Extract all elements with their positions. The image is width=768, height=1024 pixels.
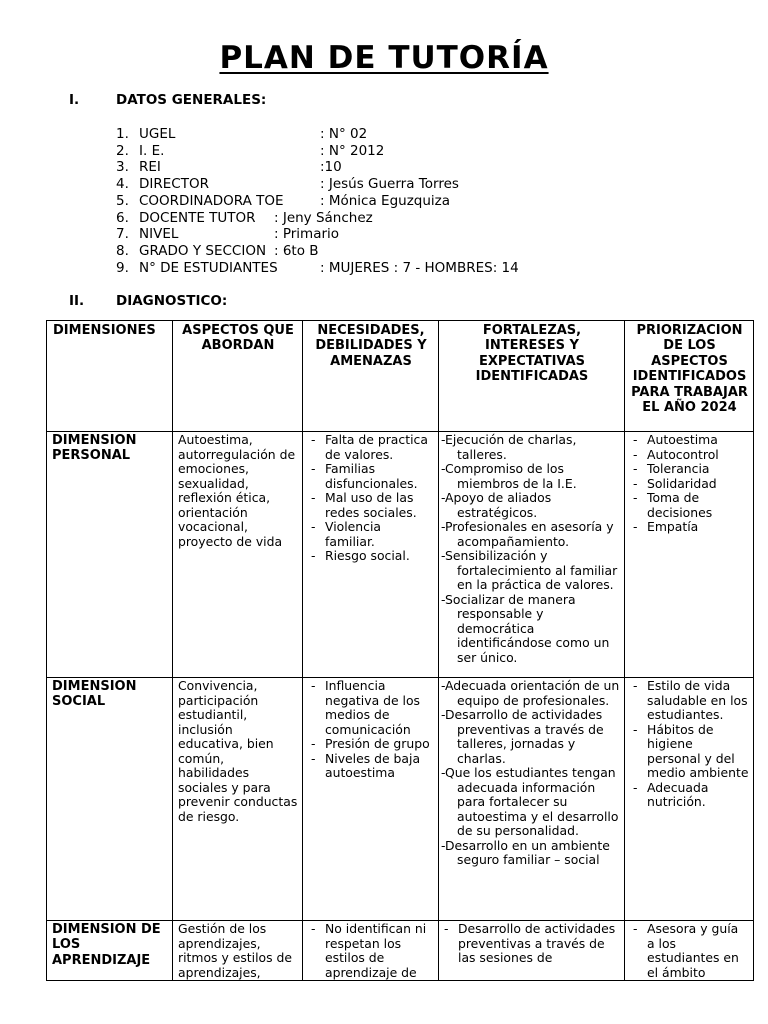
table-header-row [47, 321, 754, 432]
section-datos-generales-heading [69, 92, 266, 108]
item-value: : N° 2012 [320, 142, 385, 159]
necesidad-item: - Influencia negativa de los medios de comunicación [308, 679, 434, 737]
necesidad-item: - Falta de practica de valores. [308, 433, 434, 462]
item-number: 4. [116, 176, 129, 193]
priorizacion-item: - Empatía [630, 520, 749, 535]
priorizacion-item: - Estilo de vida saludable en los estudiantes. [630, 679, 749, 723]
dimension-cell: DIMENSION SOCIAL [47, 678, 173, 921]
item-label: NIVEL [139, 226, 179, 243]
fortaleza-item: -Ejecución de charlas, talleres. [441, 432, 577, 462]
item-label: I. E. [139, 142, 165, 159]
fortaleza-item: -Desarrollo de actividades preventivas a través de talleres, jornadas y charlas. [441, 707, 604, 766]
priorizacion-cell [625, 432, 754, 678]
item-number: 7. [116, 226, 129, 243]
item-label: GRADO Y SECCION [139, 242, 267, 259]
fortaleza-item: -Sensibilización y fortalecimiento al familiar en la práctica de valores. [441, 548, 618, 592]
fortaleza-item: -Que los estudiantes tengan adecuada información para fortalecer su autoestima y el desarrollo de su personalidad. [441, 765, 619, 838]
item-label: REI [139, 159, 161, 176]
dimension-cell: DIMENSION PERSONAL [47, 432, 173, 678]
general-data-item [116, 159, 342, 176]
fortaleza-item: -Compromiso de los miembros de la I.E. [441, 461, 577, 491]
aspectos-cell: Convivencia, participación estudiantil, inclusión educativa, bien común, habilidades sociales y para prevenir conductas de riesgo. [173, 678, 303, 921]
item-value: :10 [320, 159, 342, 176]
table-row-social [47, 678, 754, 921]
fortalezas-cell [439, 678, 625, 921]
general-data-item [116, 142, 385, 160]
item-number: 8. [116, 242, 129, 259]
general-data-item [116, 176, 459, 193]
necesidad-item-list [308, 433, 434, 564]
fortalezas-cell [439, 921, 625, 981]
fortaleza-item-list [441, 922, 620, 966]
priorizacion-item-list [630, 922, 749, 980]
table-row-aprendizaje [47, 921, 754, 981]
fortaleza-item: - Desarrollo de actividades preventivas a través de las sesiones de [441, 922, 620, 966]
item-number: 6. [116, 209, 129, 226]
header-dimensiones: DIMENSIONES [47, 321, 173, 432]
item-number: 5. [116, 192, 129, 209]
section-number: II. [69, 293, 85, 309]
general-data-list [116, 126, 519, 276]
fortaleza-item: -Apoyo de aliados estratégicos. [441, 490, 552, 520]
item-value: : Jeny Sánchez [274, 209, 373, 226]
fortaleza-item-list [441, 679, 620, 868]
dimension-cell: DIMENSION DE LOS APRENDIZAJE [47, 921, 173, 981]
necesidades-cell [303, 432, 439, 678]
item-label: N° DE ESTUDIANTES [139, 259, 278, 276]
item-value: : Jesús Guerra Torres [320, 176, 459, 193]
item-number: 3. [116, 159, 129, 176]
section-number: I. [69, 92, 80, 108]
header-aspectos: ASPECTOS QUE ABORDAN [173, 321, 303, 432]
necesidad-item: - Presión de grupo [308, 737, 434, 752]
priorizacion-item: - Autoestima [630, 433, 749, 448]
fortaleza-item: -Socializar de manera responsable y democrática identificándose como un ser único. [441, 591, 610, 665]
necesidad-item: - Familias disfuncionales. [308, 462, 434, 491]
general-data-item [116, 242, 319, 260]
priorizacion-cell [625, 921, 754, 981]
item-label: UGEL [139, 126, 176, 142]
section-title: DIAGNOSTICO: [116, 293, 228, 309]
necesidad-item: - No identifican ni respetan los estilos de aprendizaje de [308, 922, 434, 980]
fortaleza-item: -Desarrollo en un ambiente seguro familiar – social [441, 837, 610, 867]
header-necesidades: NECESIDADES, DEBILIDADES Y AMENAZAS [303, 321, 439, 432]
priorizacion-item: - Hábitos de higiene personal y del medio ambiente [630, 723, 749, 781]
general-data-item [116, 226, 340, 243]
item-number: 2. [116, 142, 129, 159]
priorizacion-item-list [630, 679, 749, 810]
item-value: : MUJERES : 7 - HOMBRES: 14 [320, 259, 519, 276]
priorizacion-item: - Solidaridad [630, 477, 749, 492]
necesidad-item: - Riesgo social. [308, 549, 434, 564]
section-title: DATOS GENERALES: [116, 92, 267, 108]
header-fortalezas: FORTALEZAS, INTERESES Y EXPECTATIVAS IDENTIFICADAS [439, 321, 625, 432]
necesidades-cell [303, 678, 439, 921]
table-row-personal [47, 432, 754, 678]
item-value: : Mónica Eguzquiza [320, 192, 451, 209]
fortalezas-cell [439, 432, 625, 678]
diagnostic-table [46, 320, 754, 981]
item-label: DOCENTE TUTOR [139, 209, 256, 226]
document-title: PLAN DE TUTORÍA [219, 40, 549, 76]
necesidad-item: - Violencia familiar. [308, 520, 434, 549]
general-data-item [116, 259, 519, 277]
necesidad-item-list [308, 922, 434, 980]
fortaleza-item: -Profesionales en asesoría y acompañamiento. [441, 519, 614, 549]
item-value: : 6to B [274, 242, 319, 259]
item-value: : N° 02 [320, 126, 368, 142]
fortaleza-item: -Adecuada orientación de un equipo de profesionales. [441, 678, 620, 708]
item-number: 1. [116, 126, 129, 142]
header-priorizacion: PRIORIZACION DE LOS ASPECTOS IDENTIFICADOS PARA TRABAJAR EL AÑO 2024 [625, 321, 754, 432]
item-value: : Primario [274, 226, 340, 243]
priorizacion-cell [625, 678, 754, 921]
necesidad-item-list [308, 679, 434, 781]
priorizacion-item: - Autocontrol [630, 448, 749, 463]
priorizacion-item: - Adecuada nutrición. [630, 781, 749, 810]
item-label: COORDINADORA TOE [139, 192, 284, 209]
section-diagnostico-heading [69, 293, 227, 309]
necesidades-cell [303, 921, 439, 981]
general-data-item [116, 209, 373, 227]
general-data-item [116, 192, 451, 210]
necesidad-item: - Mal uso de las redes sociales. [308, 491, 434, 520]
priorizacion-item-list [630, 433, 749, 535]
item-number: 9. [116, 259, 129, 276]
priorizacion-item: - Asesora y guía a los estudiantes en el ámbito [630, 922, 749, 980]
fortaleza-item-list [441, 433, 620, 665]
aspectos-cell: Autoestima, autorregulación de emociones, sexualidad, reflexión ética, orientación vocacional, proyecto de vida [173, 432, 303, 678]
priorizacion-item: - Toma de decisiones [630, 491, 749, 520]
aspectos-cell: Gestión de los aprendizajes, ritmos y estilos de aprendizajes, [173, 921, 303, 981]
general-data-item [116, 126, 368, 143]
item-label: DIRECTOR [139, 176, 209, 193]
priorizacion-item: - Tolerancia [630, 462, 749, 477]
necesidad-item: - Niveles de baja autoestima [308, 752, 434, 781]
